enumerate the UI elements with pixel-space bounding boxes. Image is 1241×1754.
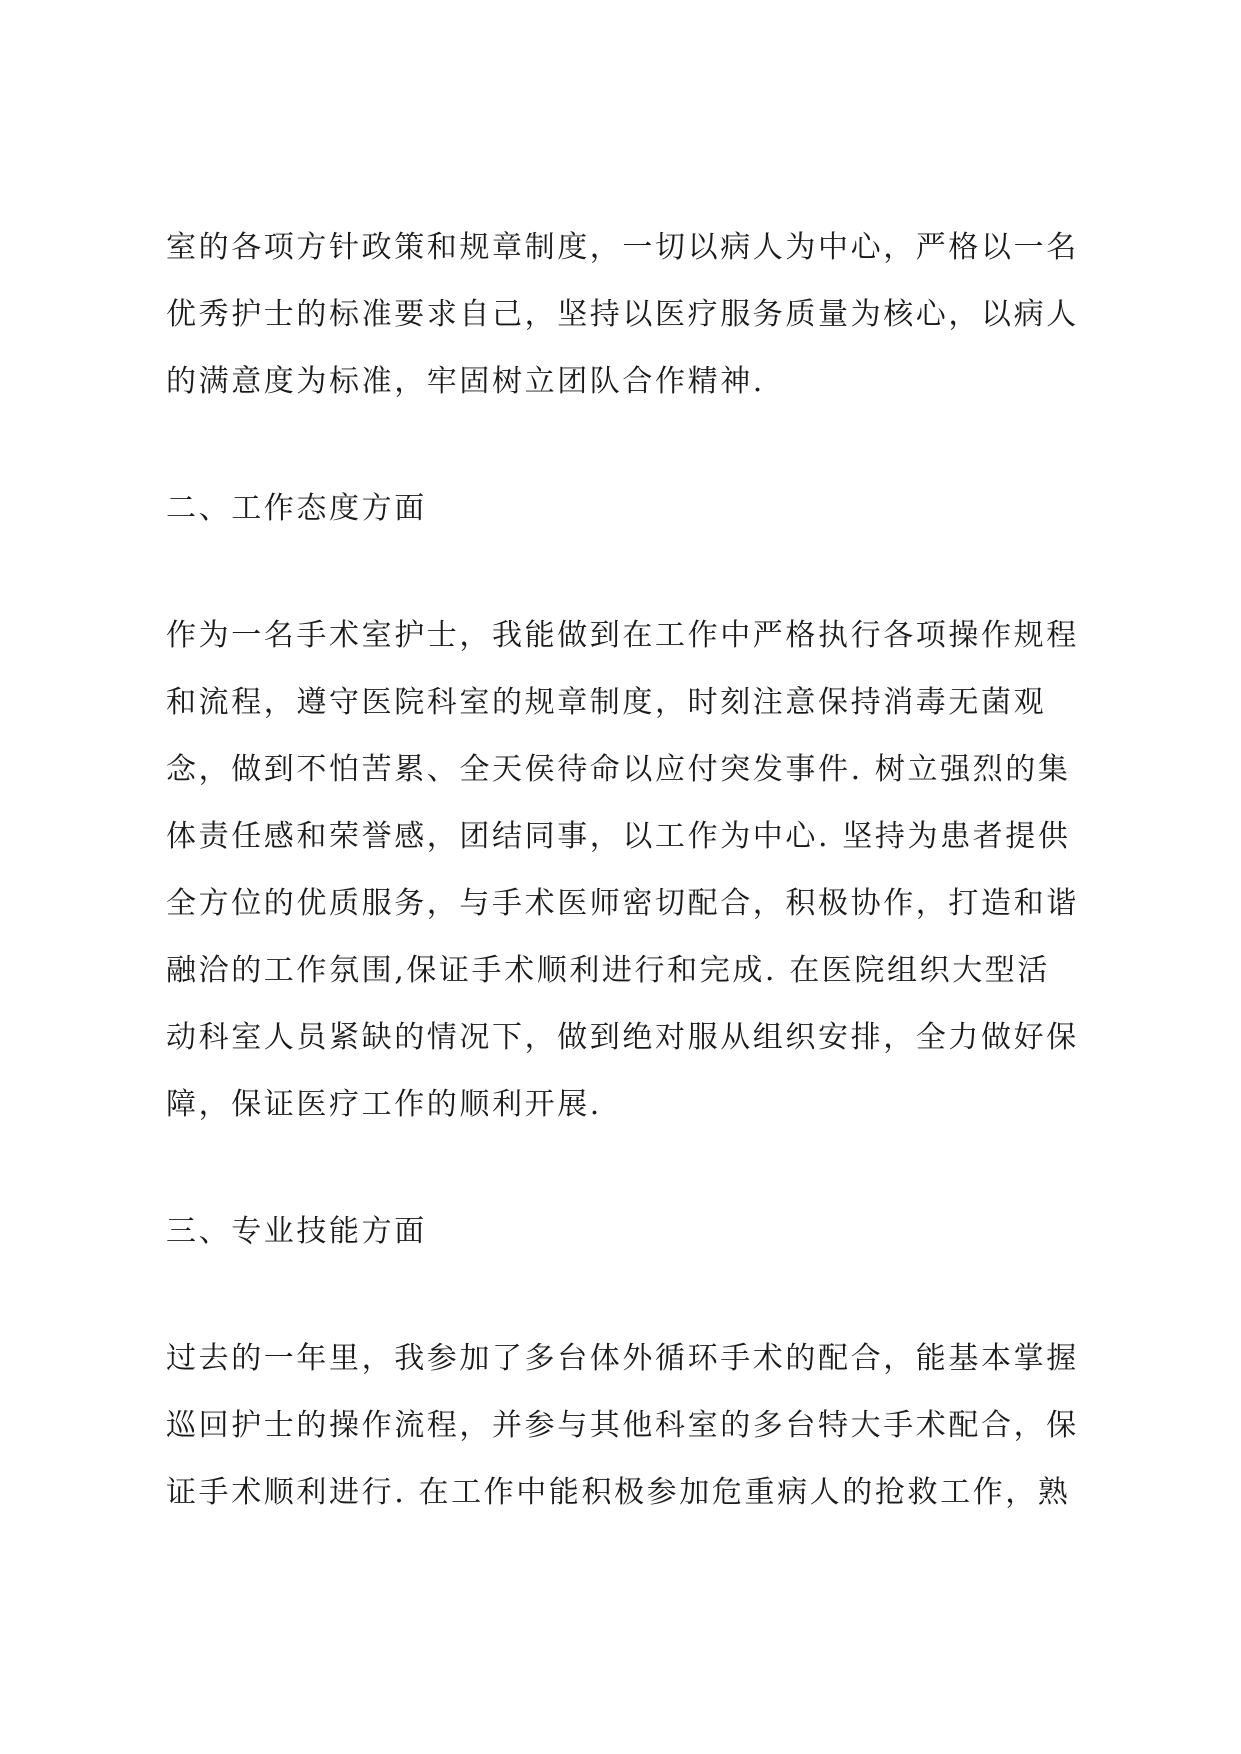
paragraph-1-line-1: 室的各项方针政策和规章制度，一切以病人为中心，严格以一名 xyxy=(166,230,1079,265)
paragraph-3-line-2: 巡回护士的操作流程，并参与其他科室的多台特大手术配合，保 xyxy=(166,1408,1079,1443)
paragraph-2-line-6: 融洽的工作氛围,保证手术顺利进行和完成. 在医院组织大型活 xyxy=(166,953,1051,988)
paragraph-3-line-1: 过去的一年里，我参加了多台体外循环手术的配合，能基本掌握 xyxy=(166,1341,1079,1376)
paragraph-1-line-2: 优秀护士的标准要求自己，坚持以医疗服务质量为核心，以病人 xyxy=(166,297,1079,332)
paragraph-2-line-8: 障，保证医疗工作的顺利开展. xyxy=(166,1087,602,1122)
paragraph-1-line-3: 的满意度为标准，牢固树立团队合作精神. xyxy=(166,364,765,399)
paragraph-2-line-1: 作为一名手术室护士，我能做到在工作中严格执行各项操作规程 xyxy=(166,618,1079,653)
section-heading-professional-skills: 三、专业技能方面 xyxy=(166,1214,427,1249)
paragraph-3-line-3: 证手术顺利进行. 在工作中能积极参加危重病人的抢救工作，熟 xyxy=(166,1475,1071,1510)
paragraph-2-line-3: 念，做到不怕苦累、全天侯待命以应付突发事件. 树立强烈的集 xyxy=(166,752,1071,787)
paragraph-2-line-5: 全方位的优质服务，与手术医师密切配合，积极协作，打造和谐 xyxy=(166,886,1079,921)
paragraph-2-line-2: 和流程，遵守医院科室的规章制度，时刻注意保持消毒无菌观 xyxy=(166,685,1047,720)
section-heading-work-attitude: 二、工作态度方面 xyxy=(166,491,427,526)
paragraph-2-line-7: 动科室人员紧缺的情况下，做到绝对服从组织安排，全力做好保 xyxy=(166,1020,1079,1055)
paragraph-2-line-4: 体责任感和荣誉感，团结同事，以工作为中心. 坚持为患者提供 xyxy=(166,819,1071,854)
